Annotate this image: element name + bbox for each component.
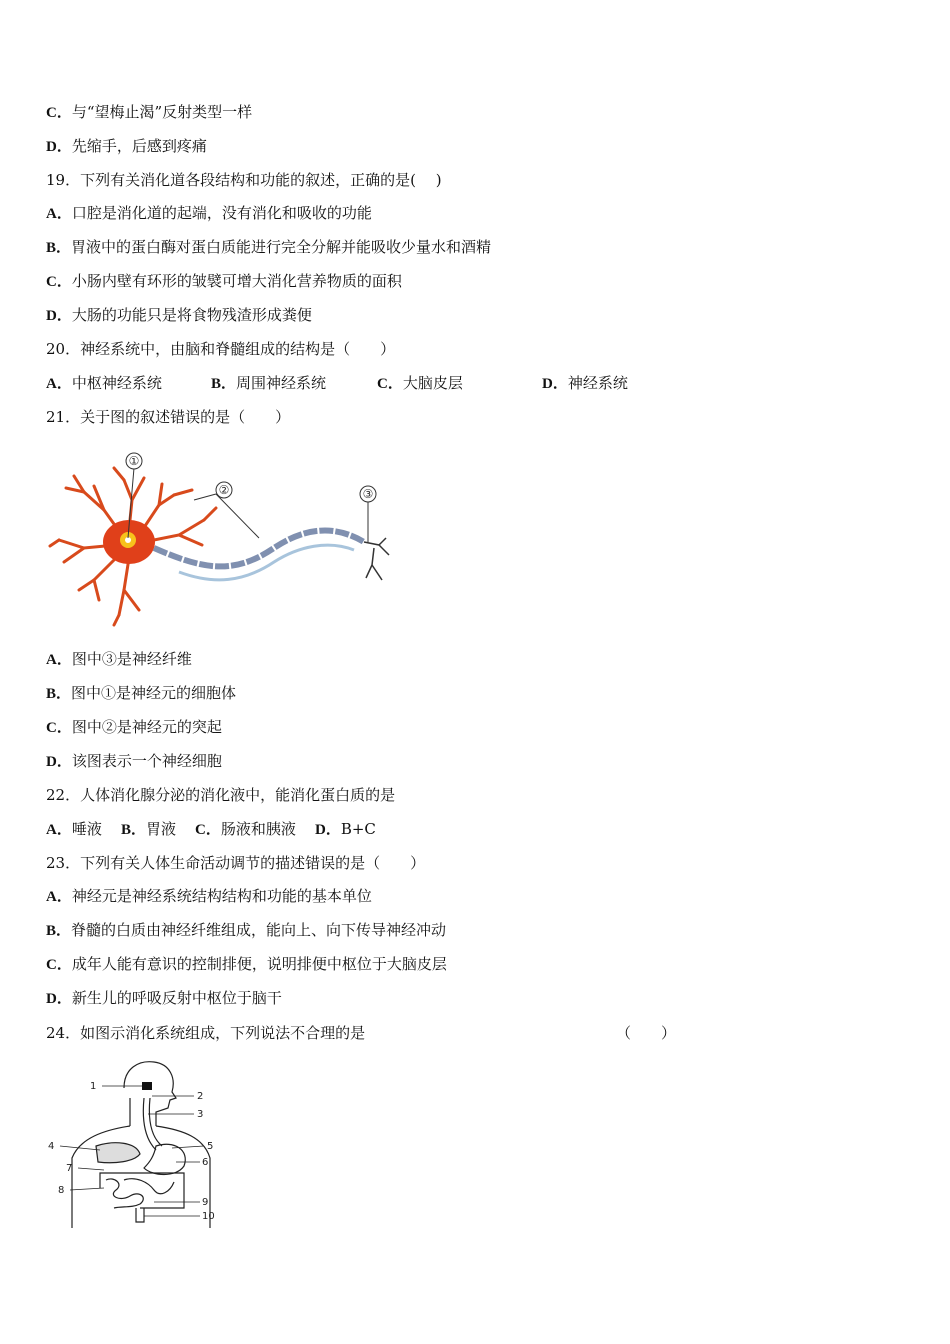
q21-option-b: B．图中①是神经元的细胞体 [46,684,237,702]
q22-stem: 22．人体消化腺分泌的消化液中，能消化蛋白质的是 [46,786,396,804]
q20-option-b: B．周围神经系统 [211,374,327,392]
digest-label-5: 5 [207,1141,214,1152]
digest-label-2: 2 [197,1091,204,1102]
q22-options: A．唾液 B．胃液 C．肠液和胰液 D．B+C [46,820,376,838]
q23-option-c: C．成年人能有意识的控制排便，说明排便中枢位于大脑皮层 [46,955,447,973]
q20-option-c: C．大脑皮层 [377,374,463,392]
q21-option-a: A．图中③是神经纤维 [46,650,192,668]
q24-answer-bracket: （ ） [616,1024,677,1042]
neuron-axon-myelin [154,531,364,567]
neuron-label-1: ① [128,454,140,468]
digest-label-6: 6 [202,1157,209,1168]
q21-option-d: D．该图表示一个神经细胞 [46,752,222,770]
q18-option-c: C．与“望梅止渴”反射类型一样 [46,103,253,121]
digest-label-10: 10 [202,1211,215,1222]
neuron-label-3: ③ [362,487,374,501]
q21-stem: 21．关于图的叙述错误的是（ ） [46,408,291,426]
digest-label-7: 7 [66,1163,73,1174]
q19-option-c: C．小肠内壁有环形的皱襞可增大消化营养物质的面积 [46,272,402,290]
q23-option-b: B．脊髓的白质由神经纤维组成，能向上、向下传导神经冲动 [46,921,447,939]
digest-label-3: 3 [197,1109,204,1120]
q21-option-c: C．图中②是神经元的突起 [46,718,222,736]
q19-option-b: B．胃液中的蛋白酶对蛋白质能进行完全分解并能吸收少量水和酒精 [46,238,492,256]
q24-stem: 24．如图示消化系统组成，下列说法不合理的是 [46,1024,366,1042]
q19-option-a: A．口腔是消化道的起端，没有消化和吸收的功能 [46,204,372,222]
q20-option-d: D．神经系统 [542,374,628,392]
q23-option-a: A．神经元是神经系统结构结构和功能的基本单位 [46,887,372,905]
q20-stem: 20．神经系统中，由脑和脊髓组成的结构是（ ） [46,340,396,358]
q19-stem: 19．下列有关消化道各段结构和功能的叙述，正确的是( ) [46,171,442,189]
q19-option-d: D．大肠的功能只是将食物残渣形成粪便 [46,306,312,324]
digest-label-4: 4 [48,1141,55,1152]
q18-option-d: D．先缩手，后感到疼痛 [46,137,207,155]
digest-label-8: 8 [58,1185,65,1196]
q23-stem: 23．下列有关人体生命活动调节的描述错误的是（ ） [46,854,426,872]
pharynx-mark [142,1082,152,1090]
digestive-system-figure [44,1058,224,1228]
neuron-figure [44,450,394,630]
digest-label-9: 9 [202,1197,209,1208]
q23-option-d: D．新生儿的呼吸反射中枢位于脑干 [46,989,282,1007]
neuron-axon-terminal [364,538,389,580]
digest-label-1: 1 [90,1081,97,1092]
q20-option-a: A．中枢神经系统 [46,374,162,392]
neuron-label-2: ② [218,483,230,497]
